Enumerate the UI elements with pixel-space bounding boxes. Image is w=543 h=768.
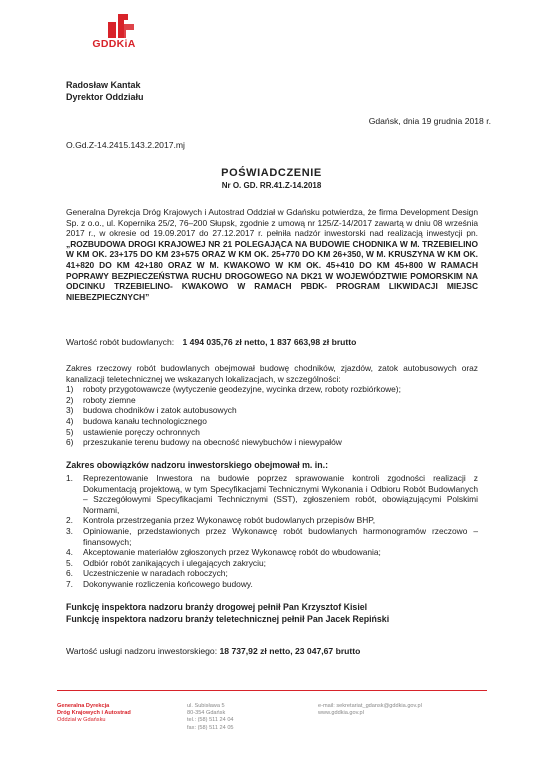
- logo-text: GDDKiA: [92, 38, 136, 50]
- footer-contact: [318, 703, 422, 717]
- scope-section: [66, 363, 478, 448]
- construction-value-label: Wartość robót budowlanych:: [66, 337, 175, 347]
- intro-paragraph: [66, 207, 478, 302]
- footer-address: ul. Subisława 5 80-354 Gdańsk tel.: (58) 511 24 04 fax: (58) 511 24 05: [187, 703, 234, 731]
- sender-block: [66, 80, 144, 103]
- list-item: 6) przeszukanie terenu budowy na obecność niewybuchów i niewypałów: [66, 437, 342, 448]
- sender-name: Radosław Kantak: [66, 80, 141, 90]
- list-item: 5. Odbiór robót zanikających i ulegających zakryciu;: [66, 557, 266, 568]
- list-item: 5) ustawienie poręczy ochronnych: [66, 426, 200, 437]
- list-item: 4) budowa kanału technologicznego: [66, 415, 207, 426]
- footer-website: www.gddkia.gov.pl: [318, 710, 364, 717]
- list-item: 1) roboty przygotowawcze (wytyczenie geodezyjne, wycinka drzew, roboty rozbiórkowe);: [66, 384, 401, 395]
- list-item: 7. Dokonywanie rozliczenia końcowego budowy.: [66, 578, 253, 589]
- duties-list: [66, 473, 478, 590]
- list-item: 3) budowa chodników i zatok autobusowych: [66, 405, 237, 416]
- list-item: 4. Akceptowanie materiałów zgłoszonych przez Wykonawcę robót do wbudowania;: [66, 547, 381, 558]
- duties-section: [66, 473, 478, 590]
- telecom-inspector: Funkcję inspektora nadzoru branży teletechnicznej pełnił Pan Jacek Repiński: [66, 613, 390, 624]
- road-inspector: Funkcję inspektora nadzoru branży drogowej pełnił Pan Krzysztof Kisiel: [66, 602, 368, 612]
- list-item: 6. Uczestniczenie w naradach roboczych;: [66, 568, 228, 579]
- sender-position: Dyrektor Oddziału: [66, 91, 144, 102]
- gddkia-logo-mark-icon: [84, 12, 144, 40]
- supervision-value-label: Wartość usługi nadzoru inwestorskiego:: [66, 646, 218, 656]
- investment-name: „ROZBUDOWA DROGI KRAJOWEJ NR 21 POLEGAJĄCA NA BUDOWIE CHODNIKA W M. TRZEBIELINO W KM OK. 23+175 DO KM 23+575 ORAZ W KM OK. 25+770 DO KM 26+350, W M. KRUSZYNA W KM OK. 41+820 DO KM 42+180 ORAZ W M. KWAKOWO W KM OK. 45+410 DO KM 45+800 W RAMACH POPRAWY BEZPIECZEŃSTWA RUCHU DROGOWEGO NA DK21 W WOJEWÓDZTWIE POMORSKIM NA ODCINKU TRZEBIELINO- KWAKOWO W RAMACH PBDK- PROGRAM LIKWIDACJI MIEJSC NIEBEZPIECZNYCH”: [66, 238, 478, 302]
- construction-value-amount: 1 494 035,76 zł netto, 1 837 663,98 zł brutto: [182, 337, 357, 347]
- date-line: Gdańsk, dnia 19 grudnia 2018 r.: [368, 116, 491, 126]
- list-item: 2) roboty ziemne: [66, 394, 136, 405]
- list-item: 2. Kontrola przestrzegania przez Wykonawcę robót budowlanych przepisów BHP,: [66, 515, 376, 526]
- list-item: 3. Opiniowanie, przedstawionych przez Wykonawcę robót budowlanych harmonogramów rzeczowo – finansowych;: [66, 525, 478, 547]
- reference-number: O.Gd.Z-14.2415.143.2.2017.mj: [66, 140, 185, 150]
- footer-email: e-mail: sekretariat_gdansk@gddkia.gov.pl: [318, 703, 422, 709]
- scope-list: [66, 384, 478, 448]
- intro-text: Generalna Dyrekcja Dróg Krajowych i Autostrad Oddział w Gdańsku potwierdza, że firma Development Design Sp. z o.o., ul. Kopernika 25/2, 76–200 Słupsk, zgodnie z umową nr 125/Z-14/2017 zawartą w dniu 08 września 2017 r., w okresie od 19.09.2017 do 27.12.2017 r. pełniła nadzór inwestorski nad realizacją inwestycji pn.: [66, 207, 478, 239]
- document-title: POŚWIADCZENIE: [221, 167, 322, 179]
- inspectors-block: [66, 602, 389, 626]
- supervision-value-amount: 18 737,92 zł netto, 23 047,67 brutto: [219, 646, 361, 656]
- duties-heading: Zakres obowiązków nadzoru inwestorskiego obejmował m. in.:: [66, 460, 328, 470]
- footer-divider: [57, 690, 487, 691]
- footer-organization: Generalna Dyrekcja Dróg Krajowych i Autostrad Oddział w Gdańsku: [57, 703, 131, 724]
- construction-value: [66, 337, 356, 347]
- supervision-value: [66, 646, 360, 656]
- scope-intro: Zakres rzeczowy robót budowlanych obejmował budowę chodników, zjazdów, zatok autobusowych oraz kanalizacji teletechnicznej we wskazanych lokalizacjach, w szczególności:: [66, 363, 478, 384]
- list-item: 1. Reprezentowanie Inwestora na budowie poprzez sprawowanie kontroli zgodności realizacji z Dokumentacją projektową, w tym Specyfikacjami Technicznymi Wykonania i Odbioru Robót Budowlanych – Szczegółowymi Specyfikacjami Technicznymi (SST), zgłoszeniem robót, obowiązującymi Polskimi Normami,: [66, 473, 478, 515]
- document-subtitle: Nr O. GD. RR.41.Z-14.2018: [221, 181, 322, 190]
- gddkia-logo: [84, 12, 144, 54]
